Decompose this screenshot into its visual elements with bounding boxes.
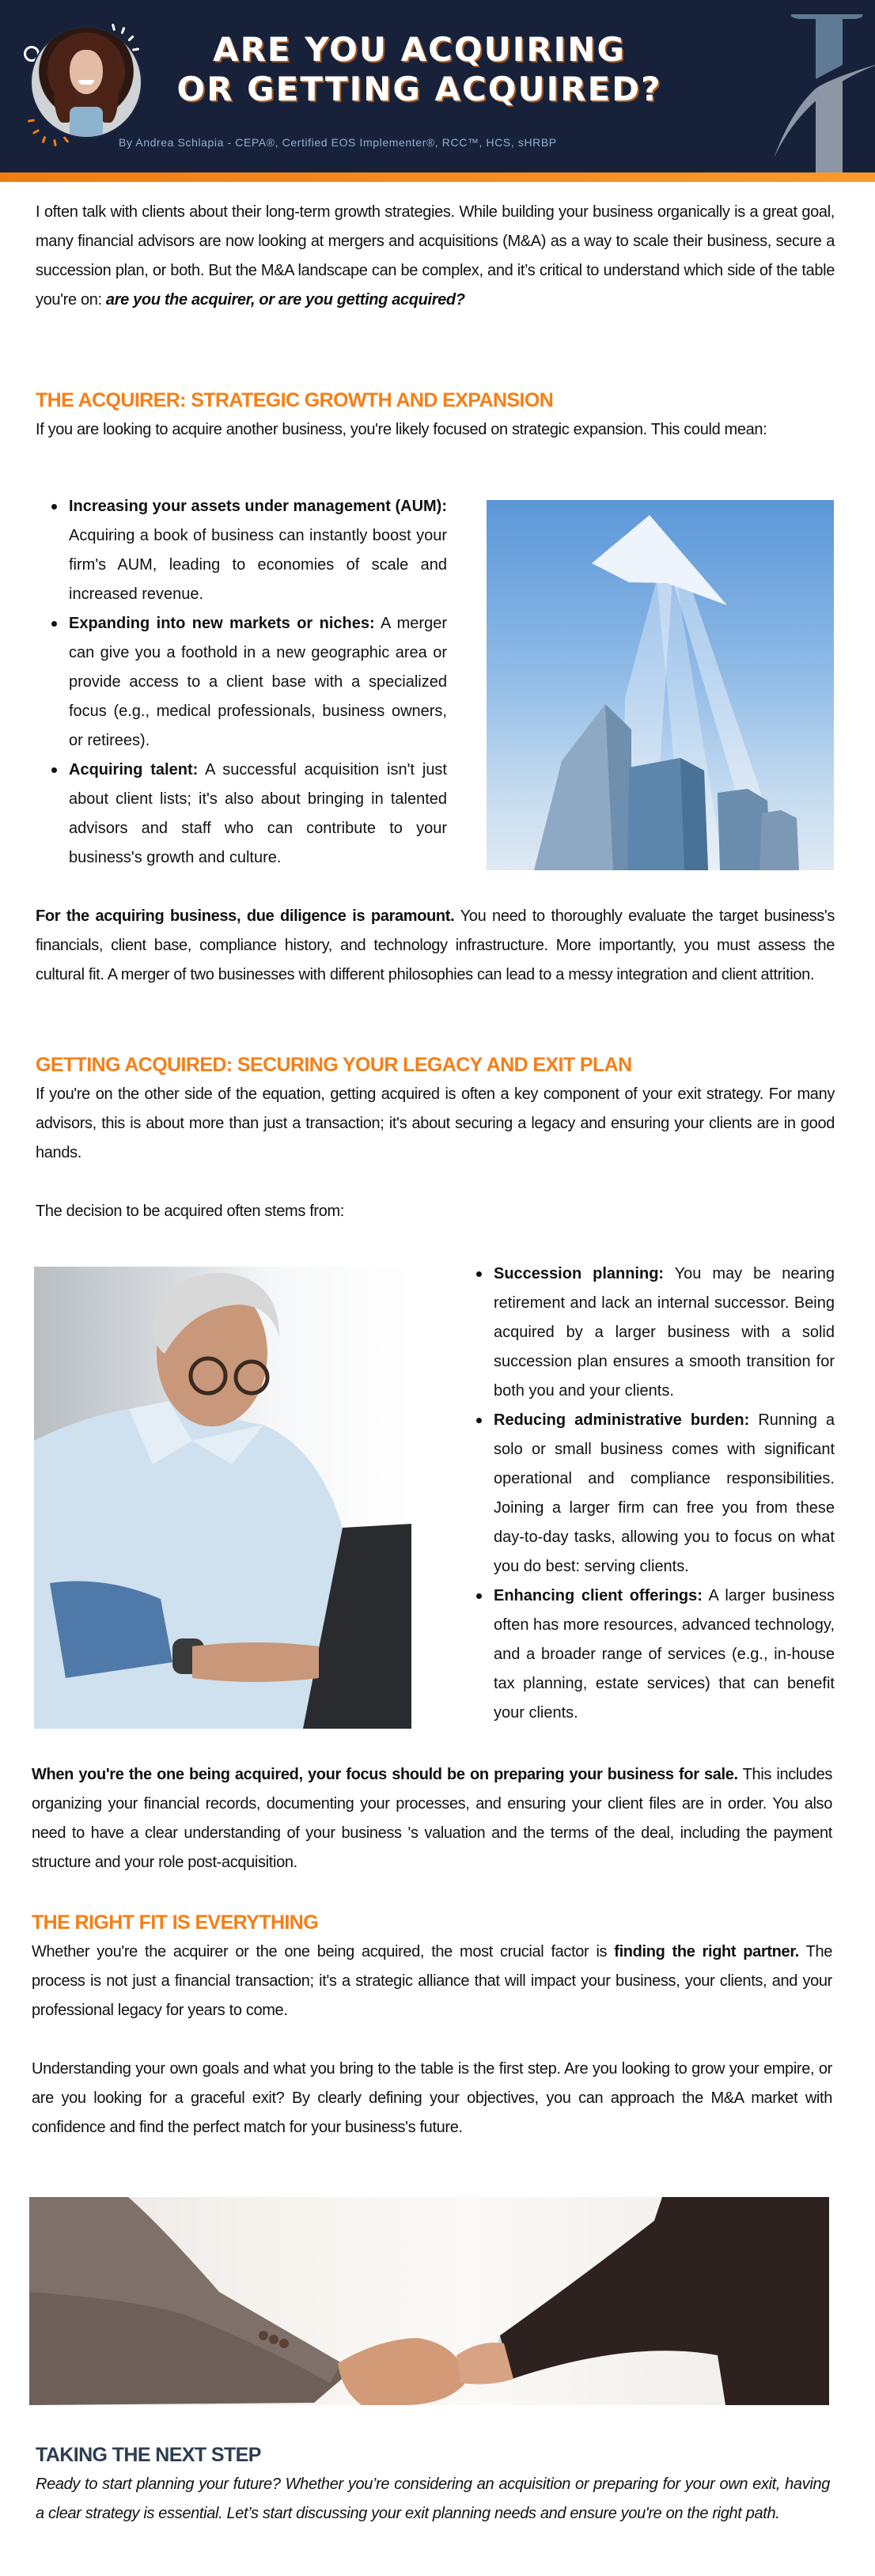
header-accent-band — [0, 172, 875, 182]
avatar — [32, 28, 141, 137]
section-heading: THE ACQUIRER: STRATEGIC GROWTH AND EXPANSION — [36, 389, 554, 411]
acquirer-benefits-list — [36, 492, 447, 873]
list-item-term: Acquiring talent: — [69, 761, 199, 778]
decorative-ray-icon — [112, 24, 116, 31]
list-item-term: Increasing your assets under management (AUM): — [69, 498, 447, 515]
list-item — [36, 756, 447, 873]
list-item — [36, 609, 447, 756]
section-heading: GETTING ACQUIRED: SECURING YOUR LEGACY AND EXIT PLAN — [36, 1054, 632, 1076]
next-step-section — [36, 2441, 830, 2529]
intro-section — [36, 198, 835, 315]
list-item — [460, 1406, 835, 1582]
title-line-2: OR GETTING ACQUIRED? — [176, 70, 662, 108]
right-fit-text: The process is not just a financial transaction; it's a strategic alliance that will impact your business, your clients, and your professional legacy for years to come. — [32, 1943, 832, 2019]
due-diligence-paragraph — [36, 902, 835, 990]
section-lead: If you're on the other side of the equation, getting acquired is often a key component of your exit strategy. For many advisors, this is about more than just a transaction; it's about securing a legacy and ensuring your clients are in good hands. — [36, 1085, 835, 1161]
acquired-reasons-list — [460, 1260, 835, 1728]
acquirer-section — [36, 386, 835, 445]
decorative-ray-icon — [121, 27, 126, 34]
right-fit-paragraph-1 — [32, 1938, 832, 2025]
due-diligence-emphasis: For the acquiring business, due diligence is paramount. — [36, 907, 455, 925]
section-lead-2: The decision to be acquired often stems from: — [36, 1203, 345, 1220]
right-fit-section — [32, 1908, 832, 2142]
right-fit-text: Whether you're the acquirer or the one being acquired, the most crucial factor is — [32, 1943, 615, 1960]
list-item-text: Acquiring a book of business can instantly boost your firm's AUM, leading to economies of scale and increased revenue. — [69, 527, 447, 603]
author-portrait — [24, 24, 150, 150]
list-item-text: A successful acquisition isn't just about client lists; it's also about bringing in talented advisors and staff who can contribute to your business's growth and culture. — [69, 761, 447, 866]
preparation-section — [32, 1760, 832, 1877]
preparation-emphasis: When you're the one being acquired, your focus should be on preparing your business for sale. — [32, 1766, 738, 1783]
due-diligence-text: You need to thoroughly evaluate the target business's financials, client base, compliance history, and technology infrastructure. More importantly, you must assess the cultural fit. A merger of two businesses with different philosophies can lead to a messy integration and client attrition. — [36, 907, 835, 983]
section-heading: TAKING THE NEXT STEP — [36, 2444, 261, 2466]
article-header — [0, 0, 875, 172]
author-byline: By Andrea Schlapia - CEPA®, Certified EOS Implementer®, RCC™, HCS, sHRBP — [119, 136, 557, 149]
page-title — [158, 30, 680, 109]
handshake-image — [29, 2197, 829, 2405]
list-item-text: Running a solo or small business comes with significant operational and compliance responsibilities. Joining a larger firm can free you from these day-to-day tasks, allowing you to focus on what you do best: serving clients. — [494, 1411, 835, 1575]
list-item-term: Reducing administrative burden: — [494, 1411, 750, 1429]
decorative-ray-icon — [127, 35, 134, 41]
section-heading: THE RIGHT FIT IS EVERYTHING — [32, 1911, 319, 1934]
right-fit-paragraph-2: Understanding your own goals and what you bring to the table is the first step. Are you looking to grow your empire, or are you looking for a graceful exit? By clearly defining your objectives, you can approach the M&A market with confidence and find the perfect match for your business's future. — [32, 2060, 832, 2136]
acquired-section — [36, 1051, 835, 1226]
section-lead: If you are looking to acquire another business, you're likely focused on strategic expansion. This could mean: — [36, 421, 767, 438]
due-diligence-section — [36, 902, 835, 990]
next-step-paragraph: Ready to start planning your future? Whether you’re considering an acquisition or preparing for your own exit, having a clear strategy is essential. Let’s start discussing your exit planning needs and ensure you're on the right path. — [36, 2476, 830, 2522]
preparation-text: This includes organizing your financial records, documenting your processes, and ensuring your client files are in order. You also need to have a clear understanding of your business 's valuation and the terms of the deal, including the payment structure and your role post-acquisition. — [32, 1766, 832, 1871]
decorative-ray-icon — [28, 119, 35, 123]
list-item — [460, 1260, 835, 1406]
decorative-ray-icon — [62, 136, 69, 143]
intro-emphasis: are you the acquirer, or are you getting acquired? — [105, 291, 465, 309]
intro-text: I often talk with clients about their long-term growth strategies. While building your business organically is a great goal, many financial advisors are now looking at mergers and acquisitions (M&A) as a way to scale their business, secure a succession plan, or both. But the M&A landscape can be complex, and it’s critical to understand which side of the table you're on: — [36, 203, 835, 309]
decorative-ray-icon — [53, 139, 57, 146]
list-item-term: Expanding into new markets or niches: — [69, 615, 375, 632]
title-line-1: ARE YOU ACQUIRING — [213, 30, 626, 69]
skyscraper-arrow-image — [487, 500, 834, 870]
list-item — [460, 1582, 835, 1728]
right-fit-emphasis: finding the right partner. — [614, 1943, 799, 1960]
preparation-paragraph — [32, 1760, 832, 1877]
list-item-term: Enhancing client offerings: — [494, 1587, 703, 1604]
list-item — [36, 492, 447, 609]
brand-logo-icon — [736, 0, 875, 172]
list-item-term: Succession planning: — [494, 1265, 665, 1282]
list-item-text: You may be nearing retirement and lack an internal successor. Being acquired by a larger business with a solid succession plan ensures a smooth transition for both you and your clients. — [494, 1265, 835, 1400]
list-item-text: A larger business often has more resources, advanced technology, and a broader range of services (e.g., in-house tax planning, estate services) that can benefit your clients. — [494, 1587, 835, 1722]
intro-paragraph — [36, 198, 835, 315]
decorative-ray-icon — [32, 129, 40, 134]
senior-advisor-laptop-image — [34, 1267, 411, 1729]
list-item-text: A merger can give you a foothold in a new geographic area or provide access to a client base with a specialized focus (e.g., medical professionals, business owners, or retirees). — [69, 615, 447, 749]
decorative-ray-icon — [132, 47, 139, 51]
decorative-ray-icon — [42, 136, 47, 143]
